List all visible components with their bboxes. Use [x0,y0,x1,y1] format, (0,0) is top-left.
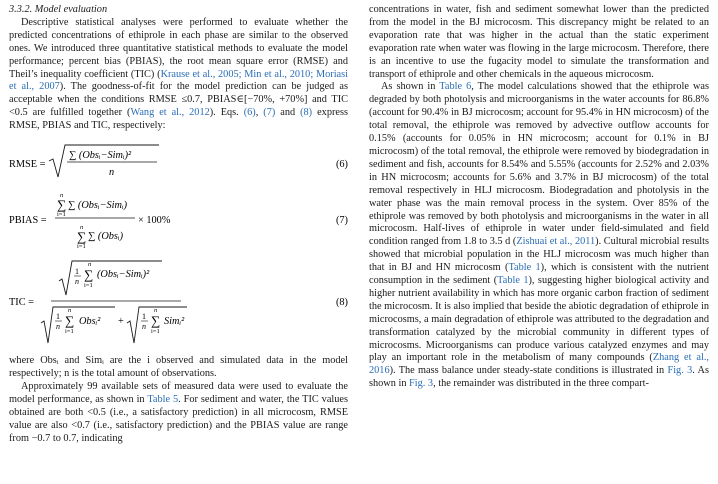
section-heading: 3.3.2. Model evaluation [9,4,108,15]
eq7-number: (7) [335,215,348,227]
eq8-num-sigma: ∑ [84,267,94,283]
eq7-denominator: ∑ (Obsᵢ) [88,231,123,243]
citation-link[interactable]: Wang et al., 2012 [130,107,210,119]
citation-link[interactable]: Fig. 3 [667,365,693,377]
eq8-den-a-n: n [56,322,60,332]
eq8-den-a: Obsᵢ² [79,316,101,328]
equation-8-svg [9,257,348,349]
citation-link[interactable]: Krause et al., 2005; Min et al., 2010; Moriasi et al., 2007 [9,68,348,93]
citation-link[interactable]: Zhang et al., 2016 [369,352,709,377]
citation-link[interactable]: Fig. 3 [409,378,434,390]
eq8-den-a-one: 1 [56,312,60,322]
eq8-num-n: n [75,277,79,287]
eq8-number: (8) [335,297,348,309]
citation-link[interactable]: (8) [300,107,313,119]
eq6-label: RMSE = [9,159,46,171]
eq8-den-b-n: n [142,322,146,332]
left-paragraph-3: Approximately 99 available sets of measured data were used to evaluate the model performance, as shown in Table 5. For sediment and water, the TIC values obtained are both <0.5 (i.e., a satisfactory prediction) in all microcosm, RMSE value are also <0.7 (i.e., satisfactory prediction) and the PBIAS value are range from −0.7 to 0.7, indicating [9,380,348,444]
citation-link[interactable]: (6) [243,107,256,119]
eq7-num-sigma: ∑ [57,197,67,213]
equation-8 [9,257,348,349]
eq8-den-b-sigma: ∑ [151,313,161,329]
equation-7-svg [9,189,348,253]
eq8-den-a-sqrt [41,307,115,343]
eq8-den-b: Simᵢ² [164,316,185,328]
citation-link[interactable]: Table 5 [147,393,179,405]
eq8-num-one: 1 [75,267,79,277]
eq7-tail: × 100% [138,215,171,227]
equation-6-svg [9,141,348,185]
eq8-den-a-sum-top: n [68,307,72,315]
left-column [9,4,348,445]
eq7-num-sum-bottom: i=1 [57,211,66,219]
citation-link[interactable]: (7) [263,107,276,119]
left-paragraph-2: where Obsᵢ and Simᵢ are the i observed and simulated data in the model respectively; n is the total amount of observations. [9,355,348,379]
citation-link[interactable]: Table 1 [508,262,541,274]
citation-link[interactable]: Table 6 [439,81,472,93]
right-paragraph-1: concentrations in water, fish and sediment somewhat lower than the predicted from the model in the BJ microcosm. This discrepancy might be related to an evaporation rate that was higher in the actual than the static experiment evaporation rate when water was flowing in the large microcosm. Therefore, there is an incentive to use the fugacity model to simulate the transformation and transport of ethiprole and other chemicals in the aqueous microcosm. [369,4,709,80]
right-column [369,4,709,391]
eq6-denominator: n [109,167,115,179]
eq8-num-sum-top: n [88,261,92,269]
eq7-den-sum-top: n [80,224,84,232]
eq8-num-sum-bottom: i=1 [84,282,93,290]
eq7-den-sum-bottom: i=1 [77,243,86,251]
citation-link[interactable]: Zishuai et al., 2011 [516,236,596,248]
equation-6 [9,141,348,185]
eq8-den-b-one: 1 [142,312,146,322]
eq8-den-a-sum-bottom: i=1 [65,328,74,336]
eq8-numerator: (Obsᵢ−Simᵢ)² [97,269,150,281]
eq7-label: PBIAS = [9,215,47,227]
eq8-den-b-sum-top: n [154,307,158,315]
eq8-den-b-sum-bottom: i=1 [151,328,160,336]
eq8-den-a-sigma: ∑ [65,313,75,329]
eq6-numerator: ∑ (Obsᵢ−Simᵢ)² [69,150,132,162]
eq7-numerator: ∑ (Obsᵢ−Simᵢ) [68,200,128,212]
citation-link[interactable]: Table 1 [497,275,529,287]
eq7-den-sigma: ∑ [77,229,87,245]
eq6-number: (6) [335,159,348,171]
left-paragraph-1: Descriptive statistical analyses were performed to evaluate whether the predicted concentrations of ethiprole in each phase are similar to the observed ones. We introduced three quantitative statistical methods to evaluate the model performance; percent bias (PBIAS), the root mean square error (RMSE) and Theil’s inequality coefficient (TIC) (Krause et al., 2005; Min et al., 2010; Moriasi et al., 2007). The goodness-of-fit for the model prediction can be judged as acceptable when the conditions RMSE ≤0.7, PBIAS∈[−70%, +70%] and TIC <0.5 are fulfilled together (Wang et al., 2012). Eqs. (6), (7) and (8) express RMSE, PBIAS and TIC, respectively: [9,16,348,132]
right-paragraph-2: As shown in Table 6, The model calculations showed that the ethiprole was degraded by both photolysis and microorganisms in the water accounts for 86.8% (account for 90.4% in BJ microcosm; account for 95.4% in HN microcosm) of the total removal, the ethiprole was removed by advective outflow accounts for 0.15% (accounts for 0.05% in HN microcosm; account for 0.1% in BJ microcosm) of the total removal, the ethiprole were removed by biodegradation in sediment and fish, accounts for 8.54% and 5.55% (accounts for 2.52% and 2.03% in HN microcosm; accounts for 5.6% and 3.7% in BJ microcosm) of the total removal respectively in HLJ microcosm. Biodegradation and photolysis in the water phase was the main removal process in the system. Over 85% of the ethiprole was removed by both photolysis and microorganisms in the water in all microcosm. Half-lives of ethiprole in water under field-simulated and field condition ranged from 1.8 to 3.5 d (Zishuai et al., 2011). Cultural microbial results showed that microbial population in the HLJ microcosm was much higher than that in BJ and HN microcosm (Table 1), which is consistent with the nutrient consumption in the sediment (Table 1), suggesting higher biological activity and higher nutrient availability in which has more organic carbon fraction of sediment the microcosm. It is also implied that beside the abiotic degradation of ethiprole in microcosms, a main degradation of ethiprole was attributed to the degradation and transformation catalyzed by the microbial community in different types of microcosms. Microorganisms can produce various catalyzed enzymes and may play an important role in the metabolism of many compounds (Zhang et al., 2016). The mass balance under steady-state conditions is illustrated in Fig. 3. As shown in Fig. 3, the remainder was distributed in the three compart- [369,81,709,390]
equation-7 [9,189,348,253]
eq7-num-sum-top: n [60,192,64,200]
eq8-label: TIC = [9,297,34,309]
eq8-plus: + [118,316,124,328]
